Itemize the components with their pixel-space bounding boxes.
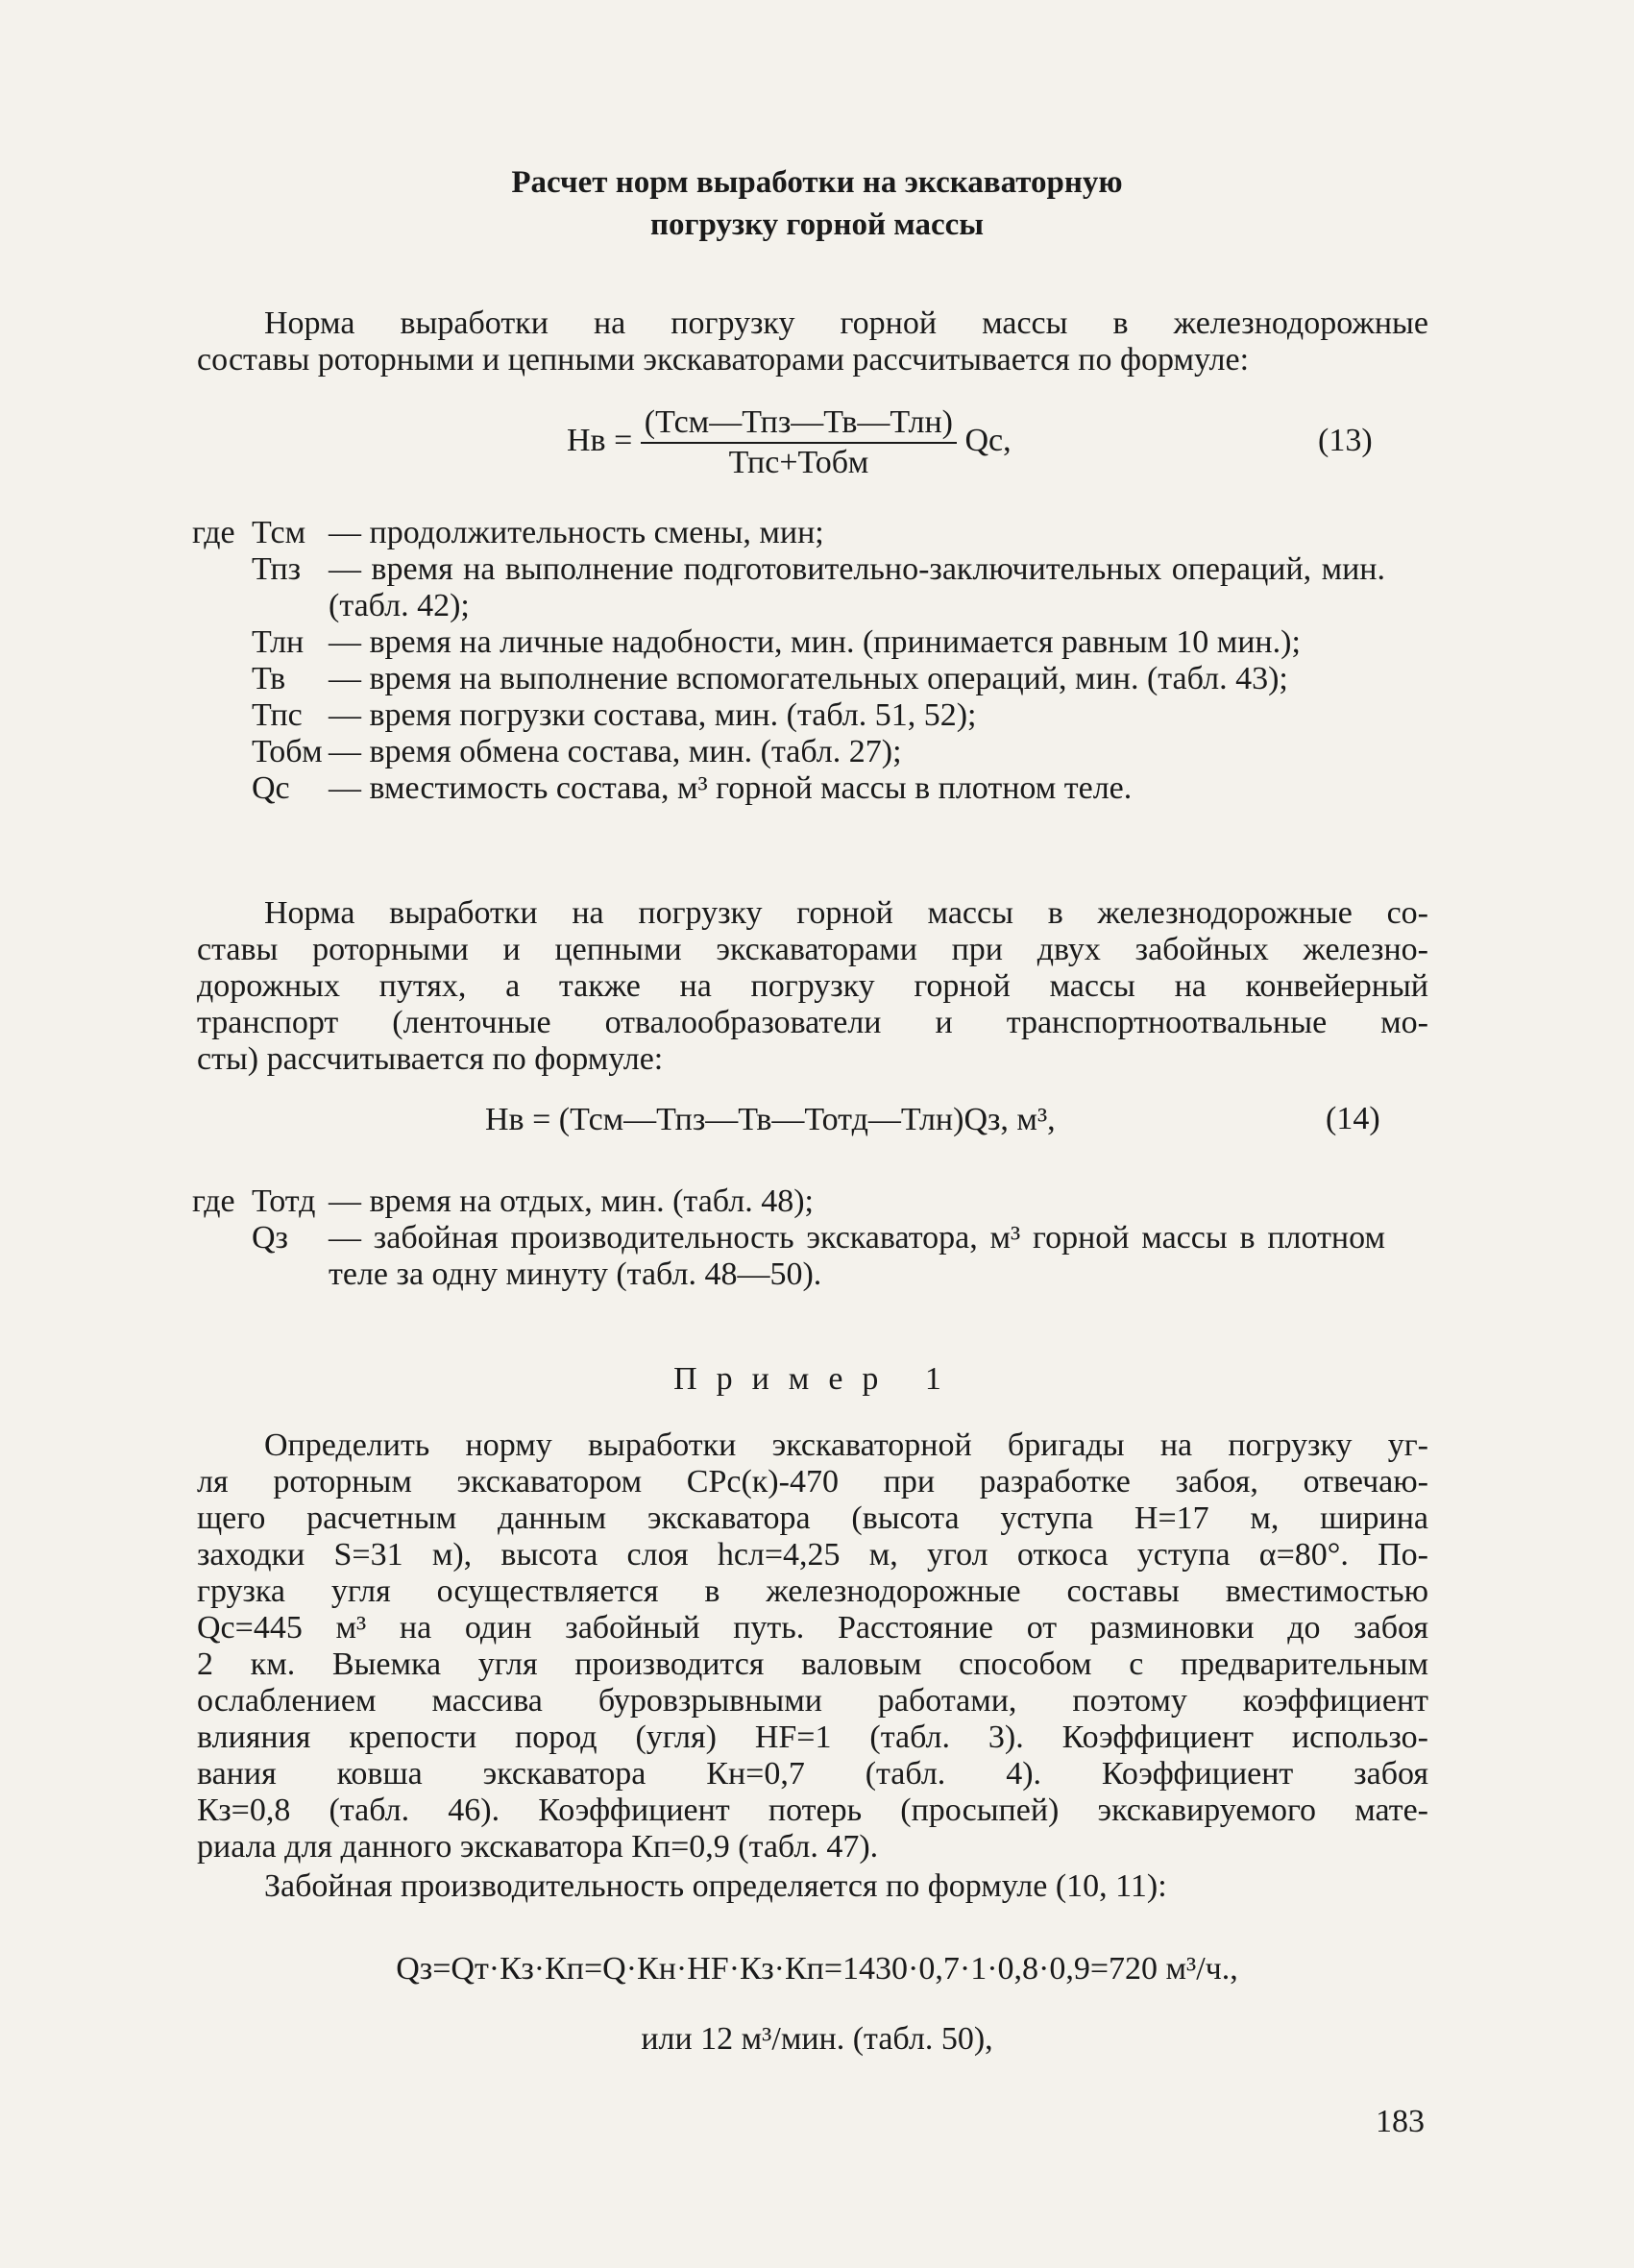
formula-13-fraction xyxy=(641,403,957,482)
definition-symbol: Тпз xyxy=(252,551,302,587)
where-label: где xyxy=(192,1183,235,1219)
formula-14: Нв = (Тсм—Тпз—Тв—Тотд—Тлн)Qз, м³, xyxy=(485,1102,1056,1137)
paragraph-example xyxy=(197,1427,1428,1866)
definition-text: — продолжительность смены, мин; xyxy=(329,515,824,550)
title-line-1: Расчет норм выработки на экскаваторную xyxy=(511,165,1123,200)
paragraph-line: ставы роторными и цепными экскаваторами при двух забойных железно- xyxy=(197,932,1428,967)
definition-symbol: Qз xyxy=(252,1220,288,1256)
definition-symbol: Тв xyxy=(252,661,286,696)
definition-text: — вместимость состава, м³ горной массы в плотном теле. xyxy=(329,770,1133,806)
paragraph-line: Кз=0,8 (табл. 46). Коэффициент потерь (просыпей) экскавируемого мате- xyxy=(197,1792,1428,1828)
definition-row xyxy=(192,1183,1385,1220)
definition-text: — время погрузки состава, мин. (табл. 51, 52); xyxy=(329,697,977,733)
formula-productivity-result: или 12 м³/мин. (табл. 50), xyxy=(641,2021,993,2057)
definition-row xyxy=(192,770,1385,807)
definition-text: — забойная производительность экскаватора, м³ горной массы в плотном теле за одну минуту (табл. 48—50). xyxy=(329,1220,1385,1292)
definition-row xyxy=(192,697,1385,734)
where-label: где xyxy=(192,515,235,550)
formula-productivity: Qз=Qт·Кз·Кп=Q·Кн·НF·Кз·Кп=1430·0,7·1·0,8·0,9=720 м³/ч., xyxy=(396,1951,1238,1987)
paragraph-line: риала для данного экскаватора Кп=0,9 (табл. 47). xyxy=(197,1829,879,1865)
definition-text: — время на выполнение подготовительно-заключительных операций, мин. (табл. 42); xyxy=(329,551,1385,623)
paragraph-line: Норма выработки на погрузку горной массы в железнодорожные xyxy=(264,305,1428,341)
definition-text: — время обмена состава, мин. (табл. 27); xyxy=(329,734,902,769)
definition-symbol: Тотд xyxy=(252,1183,316,1219)
paragraph-line: транспорт (ленточные отвалообразователи и транспортноотвальные мо- xyxy=(197,1005,1428,1040)
section-title xyxy=(0,161,1634,246)
formula-13-number: (13) xyxy=(1318,423,1373,458)
title-line-2: погрузку горной массы xyxy=(649,207,985,242)
definition-row xyxy=(192,515,1385,551)
paragraph-line: Забойная производительность определяется по формуле (10, 11): xyxy=(264,1868,1167,1904)
definition-symbol: Тобм xyxy=(252,734,323,769)
paragraph-line: 2 км. Выемка угля производится валовым способом с предварительным xyxy=(197,1646,1428,1682)
paragraph-line: Определить норму выработки экскаваторной бригады на погрузку уг- xyxy=(264,1427,1428,1463)
paragraph-line: ля роторным экскаватором СРс(к)-470 при разработке забоя, отвечаю- xyxy=(197,1464,1428,1500)
paragraph-intro xyxy=(197,305,1428,378)
definition-symbol: Тсм xyxy=(252,515,306,550)
definition-row xyxy=(192,624,1385,661)
paragraph-line: ослаблением массива буровзрывными работами, поэтому коэффициент xyxy=(197,1683,1428,1719)
paragraph-formula14-intro xyxy=(197,895,1428,1078)
definition-row xyxy=(192,661,1385,697)
paragraph-line: дорожных путях, а также на погрузку горной массы на конвейерный xyxy=(197,968,1428,1004)
page-number: 183 xyxy=(1376,2104,1425,2139)
paragraph-line: вания ковша экскаватора Кн=0,7 (табл. 4). Коэффициент забоя xyxy=(197,1756,1428,1792)
paragraph-line: составы роторными и цепными экскаваторами рассчитывается по формуле: xyxy=(197,342,1250,378)
formula-13-lhs: Нв = xyxy=(567,422,633,458)
paragraph-line: Qс=445 м³ на один забойный путь. Расстояние от разминовки до забоя xyxy=(197,1610,1428,1646)
paragraph-line: грузка угля осуществляется в железнодорожные составы вместимостью xyxy=(197,1573,1428,1609)
paragraph-line: щего расчетным данным экскаватора (высота уступа Н=17 м, ширина xyxy=(197,1500,1428,1536)
paragraph-line: влияния крепости пород (угля) НF=1 (табл. 3). Коэффициент использо- xyxy=(197,1719,1428,1755)
formula-13 xyxy=(567,403,1012,482)
definition-symbol: Qс xyxy=(252,770,290,806)
formula-14-number: (14) xyxy=(1326,1101,1380,1136)
paragraph-line: Норма выработки на погрузку горной массы в железнодорожные со- xyxy=(264,895,1428,931)
formula-13-numerator: (Тсм—Тпз—Тв—Тлн) xyxy=(641,403,957,444)
example-heading: Пример 1 xyxy=(673,1361,961,1397)
definitions-list-1 xyxy=(192,515,1385,807)
definition-symbol: Тлн xyxy=(252,624,305,660)
paragraph-line: заходки S=31 м), высота слоя hсл=4,25 м, угол откоса уступа α=80°. По- xyxy=(197,1537,1428,1573)
formula-13-denominator: Тпс+Тобм xyxy=(728,445,869,480)
paragraph-line: сты) рассчитывается по формуле: xyxy=(197,1041,664,1077)
formula-13-rhs: Qс, xyxy=(964,422,1012,458)
definition-row xyxy=(192,551,1385,624)
definitions-list-2 xyxy=(192,1183,1385,1293)
paragraph-productivity xyxy=(197,1868,1428,1905)
definition-row xyxy=(192,734,1385,770)
definition-symbol: Тпс xyxy=(252,697,303,733)
definition-text: — время на отдых, мин. (табл. 48); xyxy=(329,1183,814,1219)
definition-row xyxy=(192,1220,1385,1293)
definition-text: — время на выполнение вспомогательных операций, мин. (табл. 43); xyxy=(329,661,1288,696)
definition-text: — время на личные надобности, мин. (принимается равным 10 мин.); xyxy=(329,624,1301,660)
